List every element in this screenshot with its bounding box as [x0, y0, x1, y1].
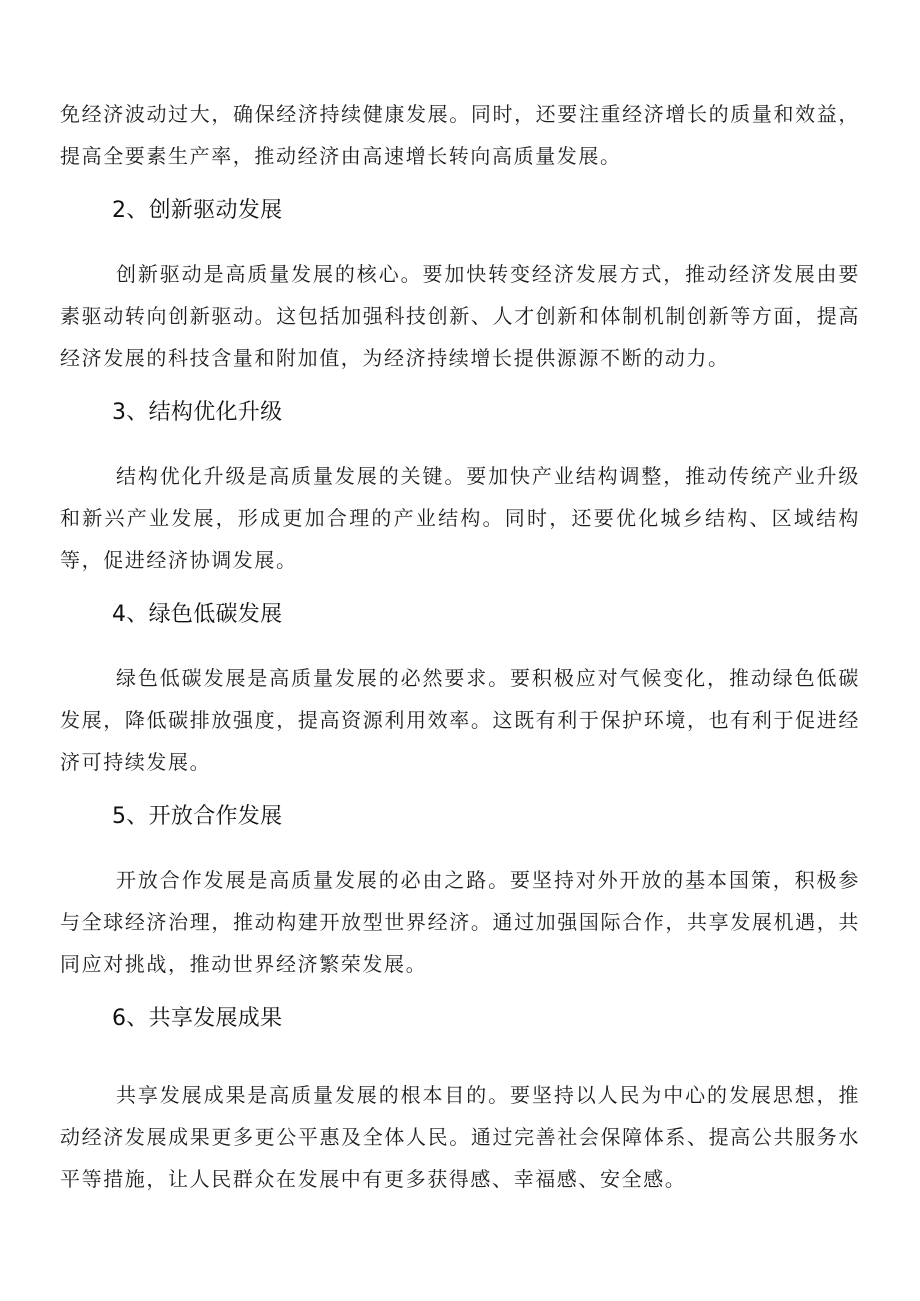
intro-paragraph: 免经济波动过大，确保经济持续健康发展。同时，还要注重经济增长的质量和效益，提高全要素生产率，推动经济由高速增长转向高质量发展。 — [60, 102, 860, 168]
section-body-4: 绿色低碳发展是高质量发展的必然要求。要积极应对气候变化，推动绿色低碳发展，降低碳排放强度，提高资源利用效率。这既有利于保护环境，也有利于促进经济可持续发展。 — [60, 666, 860, 774]
section-body-6: 共享发展成果是高质量发展的根本目的。要坚持以人民为中心的发展思想，推动经济发展成果更多更公平惠及全体人民。通过完善社会保障体系、提高公共服务水平等措施，让人民群众在发展中有更多获得感、幸福感、安全感。 — [60, 1083, 860, 1191]
section-heading-4: 4、绿色低碳发展 — [112, 602, 283, 627]
section-heading-3: 3、结构优化升级 — [112, 400, 283, 425]
section-heading-6: 6、共享发展成果 — [112, 1006, 283, 1031]
section-heading-5: 5、开放合作发展 — [112, 804, 283, 829]
section-body-5: 开放合作发展是高质量发展的必由之路。要坚持对外开放的基本国策，积极参与全球经济治理，推动构建开放型世界经济。通过加强国际合作，共享发展机遇，共同应对挑战，推动世界经济繁荣发展。 — [60, 868, 860, 976]
section-body-3: 结构优化升级是高质量发展的关键。要加快产业结构调整，推动传统产业升级和新兴产业发展，形成更加合理的产业结构。同时，还要优化城乡结构、区域结构等，促进经济协调发展。 — [60, 464, 860, 572]
section-heading-2: 2、创新驱动发展 — [112, 198, 283, 223]
section-body-2: 创新驱动是高质量发展的核心。要加快转变经济发展方式，推动经济发展由要素驱动转向创新驱动。这包括加强科技创新、人才创新和体制机制创新等方面，提高经济发展的科技含量和附加值，为经济持续增长提供源源不断的动力。 — [60, 262, 860, 370]
